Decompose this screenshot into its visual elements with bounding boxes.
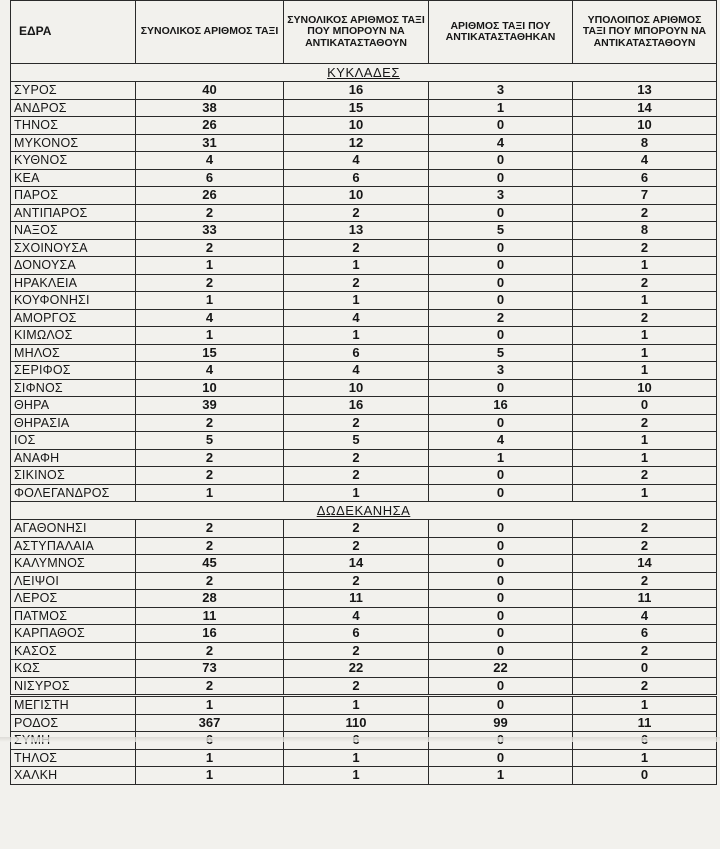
value-cell: 1 [136, 696, 284, 715]
value-cell: 4 [573, 607, 717, 625]
value-cell: 1 [573, 327, 717, 345]
value-cell: 2 [136, 449, 284, 467]
table-row [11, 344, 717, 362]
table-row [11, 767, 717, 785]
value-cell: 2 [573, 642, 717, 660]
section-title: ΚΥΚΛΑΔΕΣ [11, 64, 717, 82]
table-row [11, 520, 717, 538]
value-cell: 2 [573, 274, 717, 292]
value-cell: 1 [136, 484, 284, 502]
value-cell: 11 [136, 607, 284, 625]
value-cell: 0 [429, 239, 573, 257]
value-cell: 2 [573, 677, 717, 696]
value-cell: 31 [136, 134, 284, 152]
value-cell: 2 [136, 204, 284, 222]
value-cell: 1 [284, 696, 429, 715]
table-row [11, 187, 717, 205]
value-cell: 4 [136, 362, 284, 380]
seat-cell: ΚΑΛΥΜΝΟΣ [11, 555, 136, 573]
value-cell: 38 [136, 99, 284, 117]
value-cell: 0 [429, 555, 573, 573]
value-cell: 14 [284, 555, 429, 573]
value-cell: 0 [429, 169, 573, 187]
value-cell: 0 [429, 642, 573, 660]
seat-cell: ΚΙΜΩΛΟΣ [11, 327, 136, 345]
value-cell: 99 [429, 714, 573, 732]
value-cell: 2 [136, 274, 284, 292]
value-cell: 1 [136, 767, 284, 785]
seat-cell: ΜΥΚΟΝΟΣ [11, 134, 136, 152]
value-cell: 367 [136, 714, 284, 732]
value-cell: 10 [284, 187, 429, 205]
seat-cell: ΣΕΡΙΦΟΣ [11, 362, 136, 380]
value-cell: 26 [136, 117, 284, 135]
value-cell: 16 [136, 625, 284, 643]
value-cell: 1 [284, 484, 429, 502]
value-cell: 3 [429, 82, 573, 100]
value-cell: 73 [136, 660, 284, 678]
value-cell: 1 [573, 749, 717, 767]
value-cell: 2 [573, 414, 717, 432]
value-cell: 4 [429, 432, 573, 450]
table-row [11, 257, 717, 275]
value-cell: 4 [284, 607, 429, 625]
table-row [11, 309, 717, 327]
value-cell: 2 [136, 642, 284, 660]
seat-cell: ΘΗΡΑ [11, 397, 136, 415]
seat-cell: ΙΟΣ [11, 432, 136, 450]
value-cell: 4 [136, 309, 284, 327]
value-cell: 8 [573, 134, 717, 152]
seat-cell: ΣΧΟΙΝΟΥΣΑ [11, 239, 136, 257]
seat-cell: ΣΙΦΝΟΣ [11, 379, 136, 397]
value-cell: 45 [136, 555, 284, 573]
value-cell: 6 [284, 169, 429, 187]
value-cell: 0 [429, 696, 573, 715]
seat-cell: ΑΝΔΡΟΣ [11, 99, 136, 117]
seat-cell: ΠΑΡΟΣ [11, 187, 136, 205]
value-cell: 0 [429, 152, 573, 170]
value-cell: 6 [573, 625, 717, 643]
seat-cell: ΑΣΤΥΠΑΛΑΙΑ [11, 537, 136, 555]
seat-cell: ΤΗΝΟΣ [11, 117, 136, 135]
value-cell: 5 [136, 432, 284, 450]
value-cell: 1 [136, 749, 284, 767]
table-row [11, 625, 717, 643]
value-cell: 2 [136, 520, 284, 538]
value-cell: 5 [284, 432, 429, 450]
value-cell: 10 [573, 117, 717, 135]
value-cell: 40 [136, 82, 284, 100]
seat-cell: ΜΕΓΙΣΤΗ [11, 696, 136, 715]
value-cell: 0 [429, 537, 573, 555]
value-cell: 11 [573, 590, 717, 608]
value-cell: 0 [429, 677, 573, 696]
value-cell: 0 [573, 397, 717, 415]
value-cell: 4 [573, 152, 717, 170]
seat-cell: ΝΑΞΟΣ [11, 222, 136, 240]
value-cell: 7 [573, 187, 717, 205]
value-cell: 0 [429, 379, 573, 397]
seat-cell: ΘΗΡΑΣΙΑ [11, 414, 136, 432]
value-cell: 1 [573, 432, 717, 450]
value-cell: 1 [136, 292, 284, 310]
value-cell: 1 [573, 696, 717, 715]
value-cell: 2 [573, 520, 717, 538]
table-row [11, 449, 717, 467]
seat-cell: ΚΕΑ [11, 169, 136, 187]
table-row [11, 274, 717, 292]
section-title: ΔΩΔΕΚΑΝΗΣΑ [11, 502, 717, 520]
value-cell: 110 [284, 714, 429, 732]
table-row [11, 327, 717, 345]
value-cell: 4 [136, 152, 284, 170]
value-cell: 0 [429, 520, 573, 538]
document-sheet [10, 0, 716, 785]
value-cell: 2 [136, 467, 284, 485]
table-row [11, 82, 717, 100]
seat-cell: ΣΥΡΟΣ [11, 82, 136, 100]
table-row [11, 204, 717, 222]
value-cell: 1 [136, 327, 284, 345]
value-cell: 6 [284, 344, 429, 362]
value-cell: 2 [284, 572, 429, 590]
value-cell: 0 [429, 204, 573, 222]
value-cell: 15 [284, 99, 429, 117]
table-row [11, 222, 717, 240]
value-cell: 4 [429, 134, 573, 152]
value-cell: 16 [429, 397, 573, 415]
value-cell: 2 [284, 677, 429, 696]
table-row [11, 749, 717, 767]
value-cell: 2 [284, 414, 429, 432]
value-cell: 0 [429, 467, 573, 485]
value-cell: 5 [429, 222, 573, 240]
table-row [11, 714, 717, 732]
value-cell: 1 [284, 292, 429, 310]
value-cell: 13 [573, 82, 717, 100]
value-cell: 10 [284, 117, 429, 135]
value-cell: 33 [136, 222, 284, 240]
table-row [11, 607, 717, 625]
page-fold [0, 737, 720, 742]
value-cell: 1 [573, 449, 717, 467]
value-cell: 3 [429, 362, 573, 380]
value-cell: 2 [136, 677, 284, 696]
header-seat: ΕΔΡΑ [11, 1, 136, 64]
value-cell: 2 [284, 520, 429, 538]
value-cell: 0 [429, 590, 573, 608]
value-cell: 2 [136, 572, 284, 590]
value-cell: 11 [284, 590, 429, 608]
value-cell: 28 [136, 590, 284, 608]
seat-cell: ΔΟΝΟΥΣΑ [11, 257, 136, 275]
value-cell: 2 [573, 467, 717, 485]
value-cell: 0 [429, 292, 573, 310]
table-row [11, 484, 717, 502]
value-cell: 3 [429, 187, 573, 205]
value-cell: 10 [284, 379, 429, 397]
value-cell: 0 [429, 572, 573, 590]
seat-cell: ΦΟΛΕΓΑΝΔΡΟΣ [11, 484, 136, 502]
seat-cell: ΚΑΣΟΣ [11, 642, 136, 660]
value-cell: 2 [284, 467, 429, 485]
value-cell: 1 [573, 344, 717, 362]
section-row [11, 64, 717, 82]
table-row [11, 414, 717, 432]
value-cell: 2 [573, 204, 717, 222]
value-cell: 2 [429, 309, 573, 327]
seat-cell: ΗΡΑΚΛΕΙΑ [11, 274, 136, 292]
value-cell: 2 [284, 537, 429, 555]
table-row [11, 134, 717, 152]
table-body [11, 64, 717, 785]
table-row [11, 467, 717, 485]
value-cell: 0 [429, 625, 573, 643]
table-row [11, 99, 717, 117]
seat-cell: ΠΑΤΜΟΣ [11, 607, 136, 625]
header-row [11, 1, 717, 64]
table-row [11, 169, 717, 187]
value-cell: 1 [284, 257, 429, 275]
value-cell: 12 [284, 134, 429, 152]
seat-cell: ΑΜΟΡΓΟΣ [11, 309, 136, 327]
value-cell: 0 [429, 749, 573, 767]
table-row [11, 696, 717, 715]
value-cell: 16 [284, 82, 429, 100]
seat-cell: ΑΝΑΦΗ [11, 449, 136, 467]
value-cell: 11 [573, 714, 717, 732]
seat-cell: ΜΗΛΟΣ [11, 344, 136, 362]
seat-cell: ΧΑΛΚΗ [11, 767, 136, 785]
value-cell: 0 [429, 274, 573, 292]
table-row [11, 642, 717, 660]
value-cell: 1 [573, 292, 717, 310]
value-cell: 2 [573, 239, 717, 257]
table-row [11, 677, 717, 696]
value-cell: 1 [429, 99, 573, 117]
value-cell: 2 [573, 309, 717, 327]
table-row [11, 117, 717, 135]
table-row [11, 572, 717, 590]
seat-cell: ΑΓΑΘΟΝΗΣΙ [11, 520, 136, 538]
table-row [11, 537, 717, 555]
seat-cell: ΡΟΔΟΣ [11, 714, 136, 732]
value-cell: 8 [573, 222, 717, 240]
value-cell: 0 [429, 484, 573, 502]
value-cell: 22 [429, 660, 573, 678]
value-cell: 1 [284, 327, 429, 345]
value-cell: 6 [573, 169, 717, 187]
value-cell: 0 [573, 767, 717, 785]
value-cell: 6 [284, 625, 429, 643]
value-cell: 26 [136, 187, 284, 205]
seat-cell: ΚΟΥΦΟΝΗΣΙ [11, 292, 136, 310]
header-replaceable-total: ΣΥΝΟΛΙΚΟΣ ΑΡΙΘΜΟΣ ΤΑΞΙ ΠΟΥ ΜΠΟΡΟΥΝ ΝΑ ΑΝΤΙΚΑΤΑΣΤΑΘΟΥΝ [284, 1, 429, 64]
value-cell: 2 [136, 414, 284, 432]
table-row [11, 432, 717, 450]
value-cell: 1 [429, 767, 573, 785]
seat-cell: ΚΥΘΝΟΣ [11, 152, 136, 170]
value-cell: 39 [136, 397, 284, 415]
value-cell: 1 [573, 257, 717, 275]
value-cell: 15 [136, 344, 284, 362]
value-cell: 10 [573, 379, 717, 397]
seat-cell: ΛΕΡΟΣ [11, 590, 136, 608]
seat-cell: ΚΩΣ [11, 660, 136, 678]
value-cell: 2 [284, 274, 429, 292]
value-cell: 0 [429, 607, 573, 625]
value-cell: 6 [136, 169, 284, 187]
value-cell: 2 [136, 537, 284, 555]
value-cell: 13 [284, 222, 429, 240]
table-row [11, 292, 717, 310]
value-cell: 16 [284, 397, 429, 415]
value-cell: 14 [573, 555, 717, 573]
value-cell: 1 [284, 767, 429, 785]
value-cell: 0 [429, 257, 573, 275]
seat-cell: ΑΝΤΙΠΑΡΟΣ [11, 204, 136, 222]
value-cell: 2 [573, 537, 717, 555]
value-cell: 10 [136, 379, 284, 397]
header-replaced: ΑΡΙΘΜΟΣ ΤΑΞΙ ΠΟΥ ΑΝΤΙΚΑΤΑΣΤΑΘΗΚΑΝ [429, 1, 573, 64]
header-remaining: ΥΠΟΛΟΙΠΟΣ ΑΡΙΘΜΟΣ ΤΑΞΙ ΠΟΥ ΜΠΟΡΟΥΝ ΝΑ ΑΝΤΙΚΑΤΑΣΤΑΘΟΥΝ [573, 1, 717, 64]
table-row [11, 362, 717, 380]
value-cell: 5 [429, 344, 573, 362]
value-cell: 0 [429, 414, 573, 432]
value-cell: 22 [284, 660, 429, 678]
table-row [11, 555, 717, 573]
value-cell: 4 [284, 309, 429, 327]
table-row [11, 397, 717, 415]
value-cell: 2 [136, 239, 284, 257]
value-cell: 14 [573, 99, 717, 117]
value-cell: 2 [284, 642, 429, 660]
value-cell: 4 [284, 362, 429, 380]
table-row [11, 379, 717, 397]
seat-cell: ΝΙΣΥΡΟΣ [11, 677, 136, 696]
value-cell: 1 [573, 484, 717, 502]
table-row [11, 590, 717, 608]
value-cell: 0 [573, 660, 717, 678]
section-row [11, 502, 717, 520]
value-cell: 1 [573, 362, 717, 380]
value-cell: 2 [284, 239, 429, 257]
table-row [11, 152, 717, 170]
table-row [11, 239, 717, 257]
value-cell: 4 [284, 152, 429, 170]
value-cell: 2 [284, 204, 429, 222]
value-cell: 0 [429, 117, 573, 135]
table-row [11, 660, 717, 678]
seat-cell: ΤΗΛΟΣ [11, 749, 136, 767]
value-cell: 1 [284, 749, 429, 767]
seat-cell: ΛΕΙΨΟΙ [11, 572, 136, 590]
value-cell: 0 [429, 327, 573, 345]
seat-cell: ΚΑΡΠΑΘΟΣ [11, 625, 136, 643]
header-total-taxis: ΣΥΝΟΛΙΚΟΣ ΑΡΙΘΜΟΣ ΤΑΞΙ [136, 1, 284, 64]
value-cell: 2 [284, 449, 429, 467]
seat-cell: ΣΙΚΙΝΟΣ [11, 467, 136, 485]
taxi-table [10, 0, 717, 785]
value-cell: 2 [573, 572, 717, 590]
value-cell: 1 [429, 449, 573, 467]
value-cell: 1 [136, 257, 284, 275]
